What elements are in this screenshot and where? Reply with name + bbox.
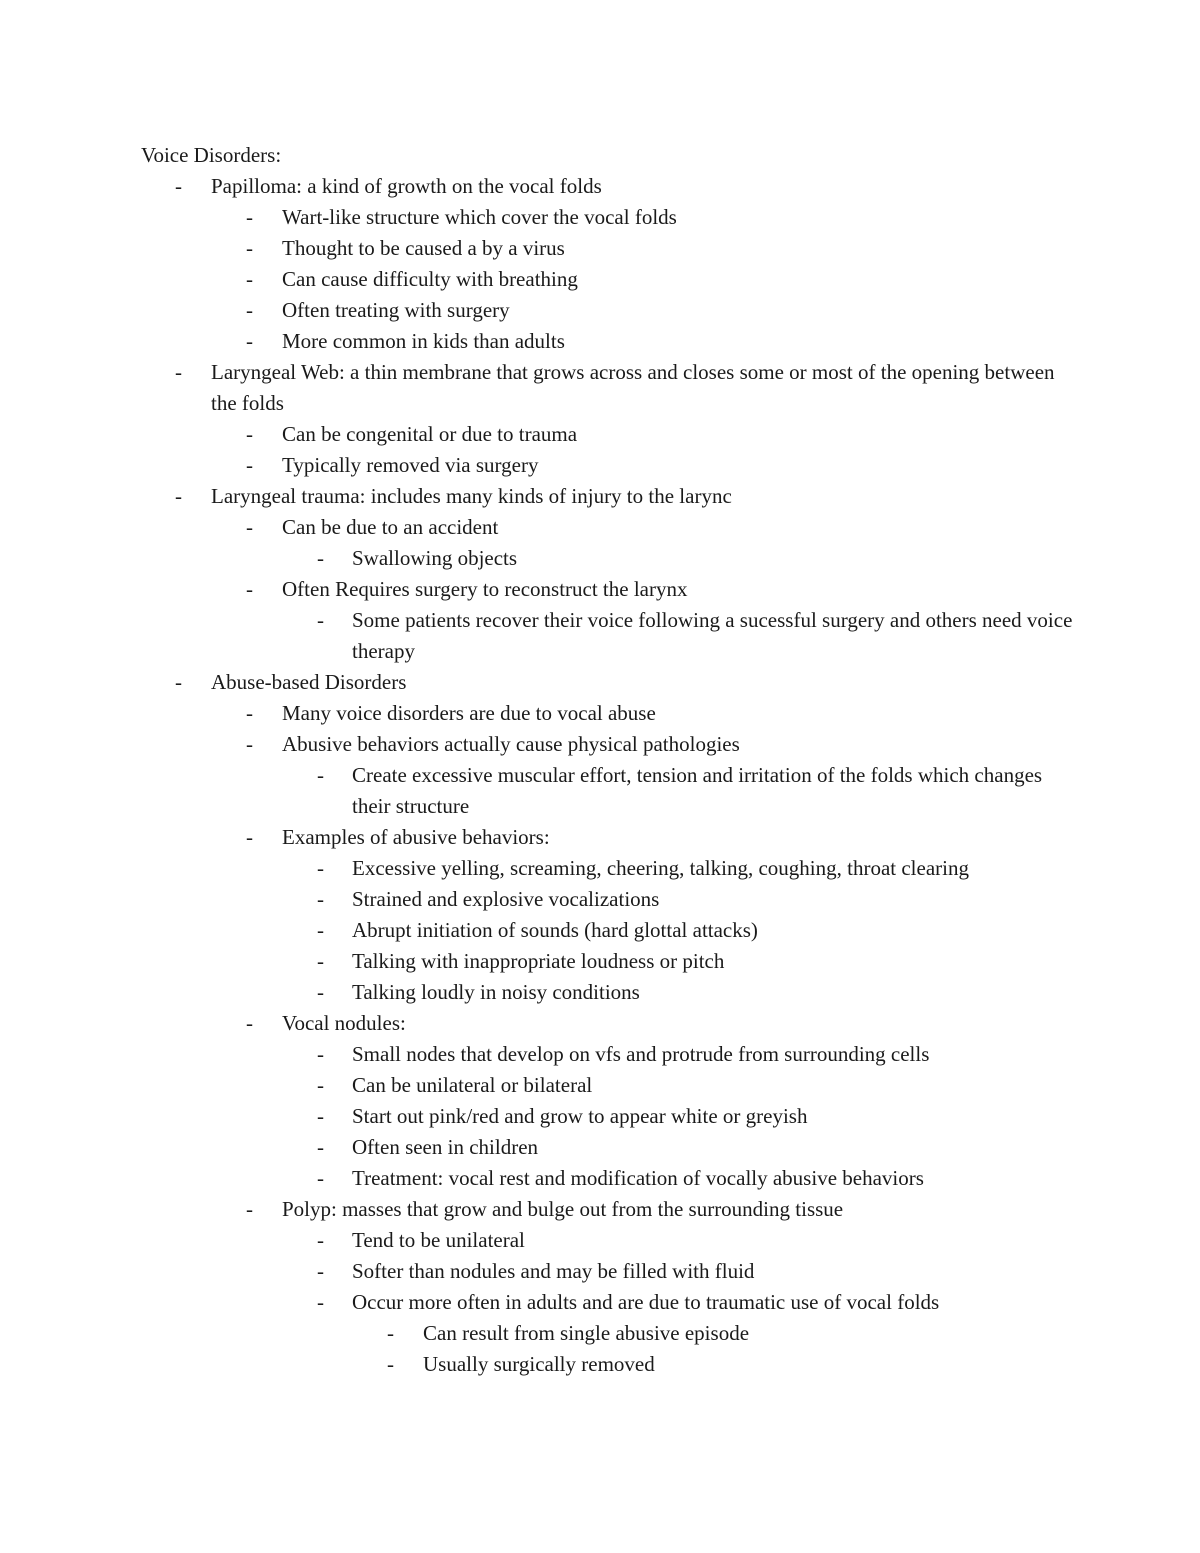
bullet-text: Some patients recover their voice following a sucessful surgery and others need voice therapy [352, 608, 1073, 663]
bullet-item-level-2 [141, 698, 1081, 729]
bullet-item-level-2 [141, 1008, 1081, 1039]
bullet-text: Often treating with surgery [282, 298, 510, 322]
bullet-item-level-3 [141, 1070, 1081, 1101]
bullet-dash: - [317, 1042, 324, 1066]
bullet-dash: - [175, 360, 182, 384]
bullet-item-level-1 [141, 171, 1081, 202]
bullet-item-level-3 [141, 605, 1081, 667]
bullet-item-level-4 [141, 1318, 1081, 1349]
bullet-dash: - [317, 1290, 324, 1314]
bullet-dash: - [246, 236, 253, 260]
bullet-item-level-2 [141, 419, 1081, 450]
bullet-item-level-1 [141, 481, 1081, 512]
bullet-text: Can be unilateral or bilateral [352, 1073, 593, 1097]
bullet-item-level-3 [141, 915, 1081, 946]
bullet-item-level-2 [141, 202, 1081, 233]
bullet-item-level-2 [141, 822, 1081, 853]
bullet-dash: - [317, 608, 324, 632]
bullet-dash: - [387, 1321, 394, 1345]
bullet-text: Laryngeal trauma: includes many kinds of injury to the larync [211, 484, 732, 508]
bullet-item-level-1 [141, 667, 1081, 698]
bullet-item-level-2 [141, 264, 1081, 295]
bullet-dash: - [175, 174, 182, 198]
bullet-dash: - [317, 1104, 324, 1128]
bullet-item-level-2 [141, 326, 1081, 357]
bullet-dash: - [317, 1228, 324, 1252]
bullet-dash: - [246, 298, 253, 322]
bullet-item-level-1 [141, 357, 1081, 419]
bullet-text: Talking with inappropriate loudness or pitch [352, 949, 725, 973]
bullet-text: Can be due to an accident [282, 515, 499, 539]
bullet-dash: - [317, 980, 324, 1004]
bullet-text: Abusive behaviors actually cause physical pathologies [282, 732, 740, 756]
bullet-text: Abuse-based Disorders [211, 670, 407, 694]
bullet-text: Often seen in children [352, 1135, 539, 1159]
bullet-dash: - [175, 484, 182, 508]
bullet-dash: - [246, 515, 253, 539]
bullet-item-level-3 [141, 1132, 1081, 1163]
bullet-text: Talking loudly in noisy conditions [352, 980, 640, 1004]
bullet-text: Occur more often in adults and are due to traumatic use of vocal folds [352, 1290, 940, 1314]
bullet-text: Examples of abusive behaviors: [282, 825, 550, 849]
bullet-item-level-3 [141, 853, 1081, 884]
bullet-dash: - [246, 205, 253, 229]
bullet-item-level-3 [141, 1256, 1081, 1287]
bullet-dash: - [317, 1166, 324, 1190]
bullet-text: Swallowing objects [352, 546, 518, 570]
bullet-dash: - [317, 949, 324, 973]
bullet-dash: - [317, 763, 324, 787]
bullet-item-level-2 [141, 233, 1081, 264]
bullet-dash: - [317, 856, 324, 880]
bullet-item-level-3 [141, 543, 1081, 574]
bullet-text: Papilloma: a kind of growth on the vocal folds [211, 174, 602, 198]
bullet-item-level-2 [141, 512, 1081, 543]
bullet-item-level-4 [141, 1349, 1081, 1380]
bullet-item-level-3 [141, 977, 1081, 1008]
bullet-item-level-2 [141, 295, 1081, 326]
bullet-item-level-3 [141, 1163, 1081, 1194]
document-title: Voice Disorders: [141, 143, 282, 167]
bullet-dash: - [246, 825, 253, 849]
bullet-text: Vocal nodules: [282, 1011, 406, 1035]
bullet-outline [141, 171, 1081, 1380]
bullet-text: Laryngeal Web: a thin membrane that grows across and closes some or most of the opening between the folds [211, 360, 1055, 415]
bullet-text: Can cause difficulty with breathing [282, 267, 578, 291]
bullet-text: Strained and explosive vocalizations [352, 887, 660, 911]
bullet-text: Start out pink/red and grow to appear white or greyish [352, 1104, 808, 1128]
bullet-text: Can be congenital or due to trauma [282, 422, 578, 446]
bullet-text: Small nodes that develop on vfs and protrude from surrounding cells [352, 1042, 930, 1066]
bullet-text: Usually surgically removed [423, 1352, 655, 1376]
bullet-text: Polyp: masses that grow and bulge out from the surrounding tissue [282, 1197, 844, 1221]
bullet-text: Tend to be unilateral [352, 1228, 525, 1252]
bullet-item-level-3 [141, 1287, 1081, 1318]
bullet-dash: - [246, 1197, 253, 1221]
bullet-dash: - [246, 422, 253, 446]
bullet-dash: - [246, 701, 253, 725]
bullet-dash: - [246, 329, 253, 353]
bullet-text: Can result from single abusive episode [423, 1321, 750, 1345]
bullet-dash: - [317, 918, 324, 942]
bullet-dash: - [317, 1135, 324, 1159]
bullet-item-level-3 [141, 884, 1081, 915]
bullet-text: Softer than nodules and may be filled with fluid [352, 1259, 755, 1283]
bullet-item-level-3 [141, 1225, 1081, 1256]
bullet-dash: - [246, 453, 253, 477]
bullet-dash: - [246, 267, 253, 291]
bullet-dash: - [246, 1011, 253, 1035]
bullet-item-level-2 [141, 574, 1081, 605]
bullet-text: Treatment: vocal rest and modification of vocally abusive behaviors [352, 1166, 924, 1190]
bullet-dash: - [317, 887, 324, 911]
bullet-text: Abrupt initiation of sounds (hard glottal attacks) [352, 918, 758, 942]
bullet-text: Wart-like structure which cover the vocal folds [282, 205, 677, 229]
bullet-text: Many voice disorders are due to vocal abuse [282, 701, 656, 725]
bullet-item-level-3 [141, 1101, 1081, 1132]
bullet-item-level-2 [141, 1194, 1081, 1225]
bullet-text: Create excessive muscular effort, tension and irritation of the folds which changes their structure [352, 763, 1043, 818]
bullet-text: Often Requires surgery to reconstruct the larynx [282, 577, 688, 601]
bullet-item-level-3 [141, 946, 1081, 977]
bullet-item-level-2 [141, 729, 1081, 760]
bullet-text: Thought to be caused a by a virus [282, 236, 565, 260]
bullet-item-level-3 [141, 1039, 1081, 1070]
bullet-dash: - [387, 1352, 394, 1376]
bullet-text: More common in kids than adults [282, 329, 565, 353]
bullet-text: Excessive yelling, screaming, cheering, talking, coughing, throat clearing [352, 856, 969, 880]
bullet-dash: - [317, 546, 324, 570]
bullet-item-level-3 [141, 760, 1081, 822]
bullet-dash: - [317, 1073, 324, 1097]
bullet-dash: - [246, 732, 253, 756]
bullet-dash: - [317, 1259, 324, 1283]
document-body [141, 140, 1081, 1380]
bullet-item-level-2 [141, 450, 1081, 481]
bullet-text: Typically removed via surgery [282, 453, 539, 477]
bullet-dash: - [246, 577, 253, 601]
bullet-dash: - [175, 670, 182, 694]
